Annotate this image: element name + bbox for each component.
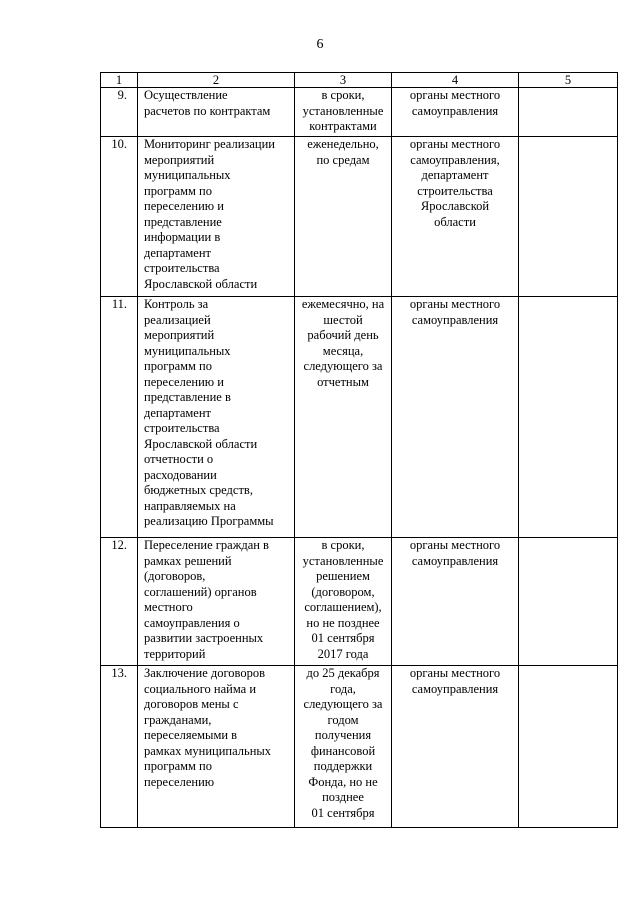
deadline-cell: в сроки, установленные решением (договором, соглашением), но не позднее 01 сентября 2017 года	[295, 538, 392, 666]
column-header: 5	[519, 73, 618, 88]
activity-cell: Осуществление расчетов по контрактам	[138, 88, 295, 137]
row-number: 12.	[101, 538, 138, 666]
row-number: 11.	[101, 297, 138, 538]
column-header: 2	[138, 73, 295, 88]
table-row	[101, 88, 618, 137]
deadline-cell: еженедельно, по средам	[295, 137, 392, 297]
table-row	[101, 137, 618, 297]
responsible-cell: органы местного самоуправления	[392, 88, 519, 137]
note-cell	[519, 297, 618, 538]
note-cell	[519, 137, 618, 297]
table-row	[101, 538, 618, 666]
activity-cell: Контроль за реализацией мероприятий муниципальных программ по переселению и представление в департамент строительства Ярославской области отчетности о расходовании бюджетных средств, направляемых на реализацию Программы	[138, 297, 295, 538]
activity-cell: Переселение граждан в рамках решений (договоров, соглашений) органов местного самоуправления о развитии застроенных территорий	[138, 538, 295, 666]
deadline-cell: до 25 декабря года, следующего за годом получения финансовой поддержки Фонда, но не позднее 01 сентября	[295, 666, 392, 828]
table-row	[101, 666, 618, 828]
activity-cell: Заключение договоров социального найма и договоров мены с гражданами, переселяемыми в рамках муниципальных программ по переселению	[138, 666, 295, 828]
note-cell	[519, 666, 618, 828]
deadline-cell: ежемесячно, на шестой рабочий день месяца, следующего за отчетным	[295, 297, 392, 538]
page-number: 6	[316, 37, 324, 52]
table-row	[101, 297, 618, 538]
row-number: 13.	[101, 666, 138, 828]
note-cell	[519, 538, 618, 666]
row-number: 9.	[101, 88, 138, 137]
row-number: 10.	[101, 137, 138, 297]
column-header: 1	[101, 73, 138, 88]
responsible-cell: органы местного самоуправления	[392, 538, 519, 666]
responsible-cell: органы местного самоуправления	[392, 666, 519, 828]
responsible-cell: органы местного самоуправления, департамент строительства Ярославской области	[392, 137, 519, 297]
note-cell	[519, 88, 618, 137]
column-header: 4	[392, 73, 519, 88]
responsible-cell: органы местного самоуправления	[392, 297, 519, 538]
column-header: 3	[295, 73, 392, 88]
header-row	[101, 73, 618, 88]
deadline-cell: в сроки, установленные контрактами	[295, 88, 392, 137]
activity-cell: Мониторинг реализации мероприятий муниципальных программ по переселению и представление информации в департамент строительства Ярославской области	[138, 137, 295, 297]
schedule-table	[100, 72, 618, 828]
